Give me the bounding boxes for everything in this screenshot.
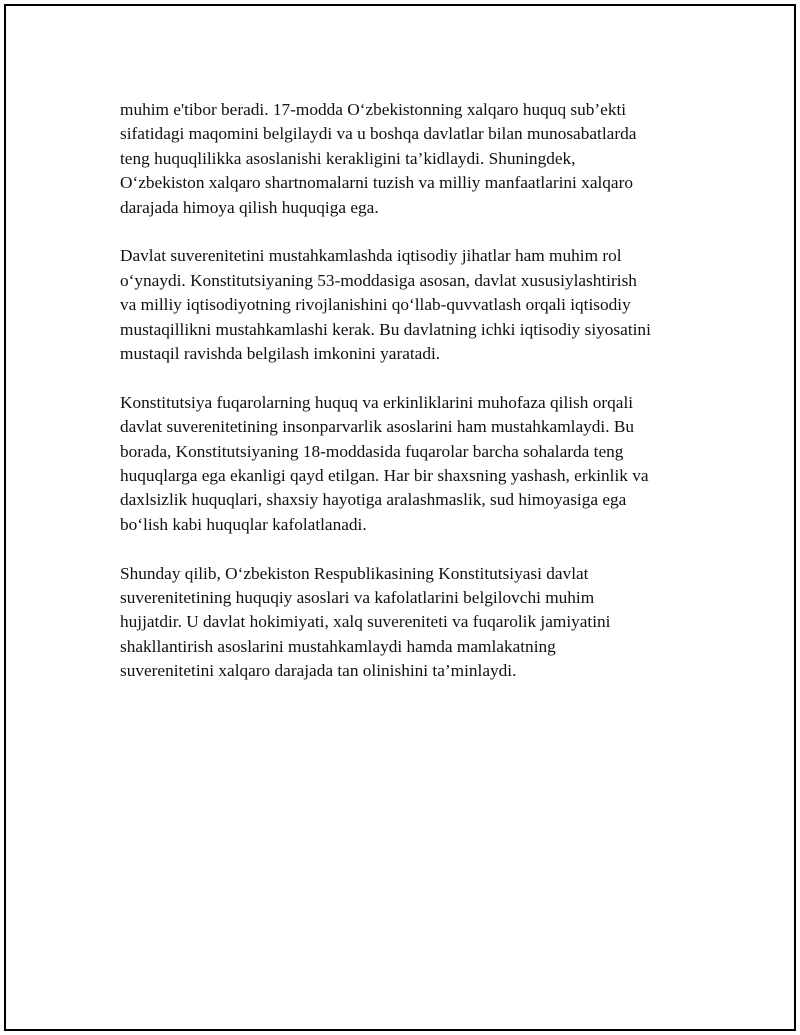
text-line: teng huquqlilikka asoslanishi kerakligini ta’kidlaydi. Shuningdek, (120, 148, 576, 168)
paragraph-1 (120, 98, 710, 220)
text-line: shakllantirish asoslarini mustahkamlaydi hamda mamlakatning (120, 636, 556, 656)
text-line: daxlsizlik huquqlari, shaxsiy hayotiga aralashmaslik, sud himoyasiga ega (120, 490, 627, 510)
paragraph-2 (120, 244, 710, 366)
text-line: huquqlarga ega ekanligi qayd etilgan. Har bir shaxsning yashash, erkinlik va (120, 466, 649, 486)
paragraph-4 (120, 562, 710, 684)
text-line: davlat suverenitetining insonparvarlik asoslarini ham mustahkamlaydi. Bu (120, 417, 635, 437)
text-line: suverenitetini xalqaro darajada tan olinishini ta’minlaydi. (120, 661, 517, 681)
document-body (120, 98, 710, 708)
text-line: darajada himoya qilish huquqiga ega. (120, 197, 379, 217)
text-line: muhim e'tibor beradi. 17-modda O‘zbekistonning xalqaro huquq sub’ekti (120, 100, 627, 119)
text-line: sifatidagi maqomini belgilaydi va u boshqa davlatlar bilan munosabatlarda (120, 124, 637, 144)
text-line: Konstitutsiya fuqarolarning huquq va erkinliklarini muhofaza qilish orqali (120, 392, 634, 412)
text-line: Shunday qilib, O‘zbekiston Respublikasining Konstitutsiyasi davlat (120, 563, 589, 583)
text-line: va milliy iqtisodiyotning rivojlanishini qo‘llab-quvvatlash orqali iqtisodiy (120, 295, 631, 315)
text-line: mustaqil ravishda belgilash imkonini yaratadi. (120, 344, 441, 364)
page-frame (4, 4, 796, 1031)
text-line: suverenitetining huquqiy asoslari va kafolatlarini belgilovchi muhim (120, 588, 595, 608)
text-line: O‘zbekiston xalqaro shartnomalarni tuzish va milliy manfaatlarini xalqaro (120, 173, 633, 193)
text-line: bo‘lish kabi huquqlar kafolatlanadi. (120, 514, 367, 534)
text-line: o‘ynaydi. Konstitutsiyaning 53-moddasiga asosan, davlat xususiylashtirish (120, 270, 637, 290)
text-line: Davlat suverenitetini mustahkamlashda iqtisodiy jihatlar ham muhim rol (120, 246, 622, 266)
text-line: mustaqillikni mustahkamlashi kerak. Bu davlatning ichki iqtisodiy siyosatini (120, 319, 651, 339)
paragraph-3 (120, 391, 710, 537)
text-line: hujjatdir. U davlat hokimiyati, xalq suvereniteti va fuqarolik jamiyatini (120, 612, 611, 632)
text-line: borada, Konstitutsiyaning 18-moddasida fuqarolar barcha sohalarda teng (120, 441, 624, 461)
